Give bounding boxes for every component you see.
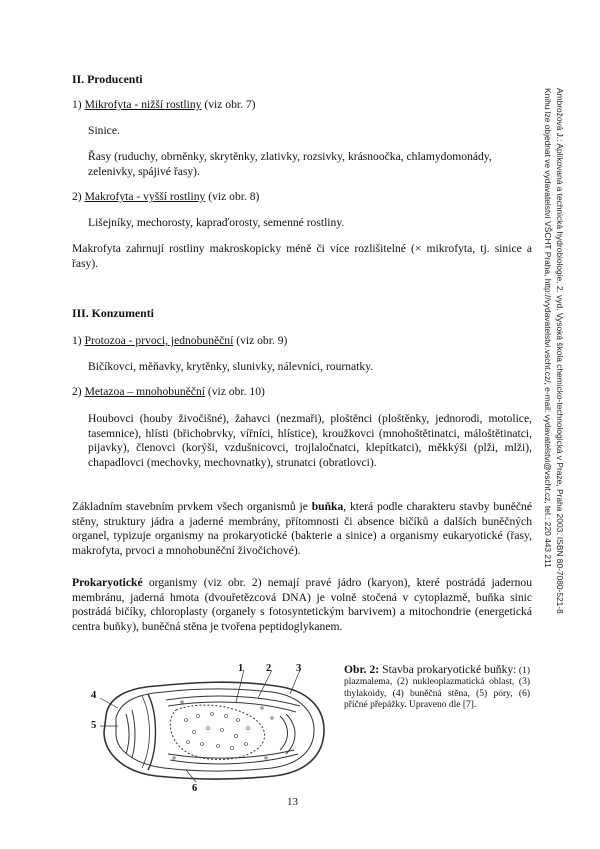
prokaryotic-cell-figure: [86, 658, 336, 798]
figure-label-1: 1: [238, 663, 244, 674]
link-mikrofyta[interactable]: Mikrofyta - nižší rostliny: [84, 98, 202, 111]
link-protozoa[interactable]: Protozoa - prvoci, jednobuněční: [84, 334, 234, 347]
producers-item-2: 2) Makrofyta - vyšší rostliny (viz obr. 8): [72, 190, 260, 203]
consumers-item-1-text: Bičíkovci, měňavky, krytěnky, slunivky, nálevníci, rournatky.: [88, 360, 374, 373]
section-heading-consumers: III. Konzumenti: [72, 306, 154, 320]
producers-item-2-text: Lišejníky, mechorosty, kapraďorosty, semenné rostliny.: [88, 216, 345, 229]
figure-label-3: 3: [296, 663, 302, 674]
producers-note: Makrofyta zahrnují rostliny makroskopicky méně či více rozlišitelné (× mikrofyta, tj. sinice a řasy).: [72, 242, 532, 270]
paragraph-prokaryotes: Prokaryotické organismy (viz obr. 2) nemají pravé jádro (karyon), které postrádá jadernou membránu, jaderná hmota (dvouřetězcová DNA) je volně stočená v cytoplazmě, buňka sinic postrádá bičíky, chloroplasty (organely s fotosyntetickým barvivem) a mitochondrie (energetická centra buňky), buněčná stěna je tvořena peptidoglykanem.: [72, 576, 532, 633]
figure-label-2: 2: [266, 663, 272, 674]
page-number: 13: [287, 796, 298, 808]
term-bunka: buňka: [311, 500, 344, 513]
side-citation-line-1: Ambrožová J.: Aplikovaná a technická hydrobiologie. 2. vyd. Vysoká škola chemicko-technologická v Praze, Praha 2003. ISBN 80-7080-521-8: [555, 88, 565, 614]
term-prokaryoticke: Prokaryotické: [72, 576, 143, 589]
link-metazoa[interactable]: Metazoa – mnohobuněční: [84, 385, 205, 398]
figure-label-4: 4: [91, 690, 97, 701]
figure-caption: Obr. 2: Stavba prokaryotické buňky: (1) plazmalema, (2) nukleoplazmatická oblast, (3) thylakoidy, (4) buněčná stěna, (5) póry, (6) příčné přepážky. Upraveno dle [7].: [344, 663, 530, 710]
figure-label-6: 6: [192, 783, 198, 794]
producers-item-1: 1) Mikrofyta - nižší rostliny (viz obr. 7): [72, 98, 256, 111]
side-citation: [530, 88, 566, 614]
figure-label-5: 5: [91, 720, 97, 731]
consumers-item-2: 2) Metazoa – mnohobuněční (viz obr. 10): [72, 385, 265, 398]
producers-item-1-text-b: Řasy (ruduchy, obrněnky, skrytěnky, zlativky, rozsivky, krásnoočka, chlamydomonády, zelenivky, spájivé řasy).: [88, 150, 492, 178]
consumers-item-1: 1) Protozoa - prvoci, jednobuněční (viz obr. 9): [72, 334, 288, 347]
consumers-item-2-text: Houbovci (houby živočišné), žahavci (nezmaři), ploštěnci (ploštěnky, jednorodi, motolice, tasemnice), hlísti (břichobrvky, vířníci, hlístice), kroužkovci (mnohoštětinatci, máloštětinatci, pijavky), členovci (korýši, vzdušnicovci, trojlaločnatci, klepítkatci), měkkýši (plži, mlži), chapadlovci (mechovky, mechovnatky), strunatci (obratlovci).: [88, 412, 532, 469]
side-citation-line-2[interactable]: Knihu lze objednat ve vydavatelství VŠCHT Praha, http://vydavatelstvi.vscht.cz/, e-mail: vydavatelstvi@vscht.cz, tel.: 220 443 211: [543, 88, 553, 568]
paragraph-cell-structure: Základním stavebním prvkem všech organismů je buňka, která podle charakteru stavby buněčné stěny, struktury jádra a jaderné membrány, přítomnosti či absence bičíků a dalších buněčných organel, typizuje organismy na prokaryotické (bakterie a sinice) a organismy eukaryotické (řasy, makrofyta, prvoci a mnohobuněční živočichové).: [72, 500, 532, 557]
link-makrofyta[interactable]: Makrofyta - vyšší rostliny: [84, 190, 206, 203]
producers-item-1-text-a: Sinice.: [88, 124, 120, 137]
section-heading-producers: II. Producenti: [72, 72, 143, 86]
